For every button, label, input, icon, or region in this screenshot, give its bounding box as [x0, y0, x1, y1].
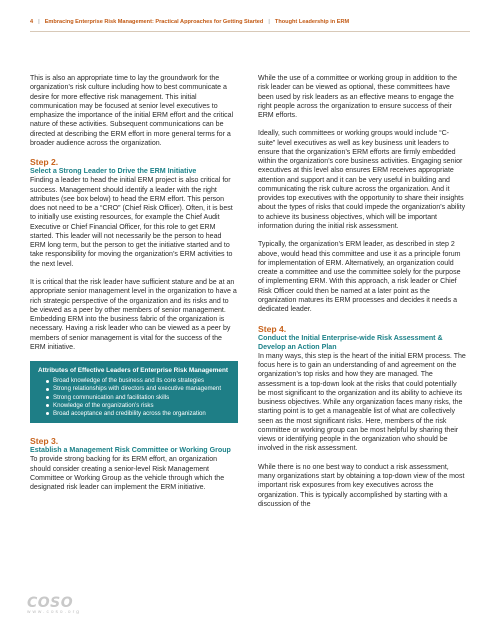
c-suite-paragraph: Ideally, such committees or working groups would include “C-suite” level executives as well as key business unit leaders to ensure that the organization’s ERM efforts are firmly embedded within the organization’s core business activities. Engaging senior executives at this level also ensures ERM receives appropriate attention and support and it can be very useful in building and communicating the risk culture across the organization. And it provides top executives with the opportunity to share their insights about the types of risks that could impede the organization’s ability to achieve its business objectives, which will be important information during the initial risk assessment. — [258, 130, 466, 230]
step-3-paragraph-1: To provide strong backing for its ERM effort, an organization should consider creating a senior-level Risk Management Committee or Working Group as the vehicle through which the designated risk leader can implement the ERM initiative. — [30, 456, 225, 492]
committee-paragraph: While the use of a committee or working group in addition to the risk leader can be viewed as optional, these committees have been used by risk leaders as an effective means to engage the right people across the organization to ensure success of their ERM efforts. — [258, 75, 457, 119]
attributes-list — [38, 377, 230, 417]
list-item: Knowledge of the organization’s risks — [46, 402, 230, 410]
header-separator: | — [38, 19, 40, 25]
list-item: Broad knowledge of the business and its core strategies — [46, 377, 230, 385]
erm-leader-paragraph: Typically, the organization’s ERM leader, as described in step 2 above, would head this committee and use it as a principle forum for implementation of ERM. Alternatively, an organization could create a committee and use the committee solely for the purpose of implementing ERM. With this approach, a risk leader or Chief Risk Officer could then be named at a later point as the organization matures its ERM processes and decides it needs a dedicated leader. — [258, 241, 461, 314]
step-3-heading: Step 3. — [30, 436, 59, 447]
attributes-callout-box — [30, 361, 238, 423]
step-4-subheading: Conduct the Initial Enterprise-wide Risk Assessment & Develop an Action Plan — [258, 333, 443, 351]
callout-title: Attributes of Effective Leaders of Enterprise Risk Management — [38, 367, 228, 375]
step-2-subheading: Select a Strong Leader to Drive the ERM Initiative — [30, 167, 197, 176]
header-divider — [30, 31, 470, 32]
page-number: 4 — [30, 19, 34, 25]
section-title: Thought Leadership in ERM — [274, 19, 350, 25]
list-item: Broad acceptance and credibility across the organization — [46, 410, 230, 418]
list-item: Strong relationships with directors and executive management — [46, 385, 230, 393]
coso-logo — [27, 595, 81, 615]
right-column — [258, 74, 466, 518]
step-2-paragraph-1: Finding a leader to head the initial ERM project is also critical for success. Management should identify a leader with the right attributes (see box below) to head the ERM effort. This person does not need to be a “CRO” (Chief Risk Officer). Often, it is best to initially use existing resources, for example the Chief Audit Executive or Chief Financial Officer, for this role to get ERM started. This leader will not necessarily be the person to head ERM long term, but the person to get the initiative started and to take responsibility for moving the organization’s ERM activities to the next level. — [30, 177, 233, 268]
step-2-heading: Step 2. — [30, 157, 59, 168]
website-url[interactable]: www.coso.org — [27, 610, 81, 615]
intro-paragraph: This is also an appropriate time to lay the groundwork for the organization’s risk culture including how to best communicate a desire for more effective risk management. This initial communication may be focused at senior level executives to emphasize the importance of the initial ERM effort and the critical nature of these activities. Subsequent communications can be directed at describing the ERM effort in more general terms for a broader audience across the organization. — [30, 75, 234, 147]
left-column — [30, 74, 238, 502]
step-3-subheading: Establish a Management Risk Committee or Working Group — [30, 446, 231, 455]
step-2-paragraph-2: It is critical that the risk leader have sufficient stature and be at an appropriate senior management level in the organization to have a rich strategic perspective of the organization and its risks and to be viewed as a peer by other members of senior management. Embedding ERM into the business fabric of the organization is necessary. Having a risk leader who can be viewed as a peer by members of senior management is vital for the success of the ERM initiative. — [30, 279, 237, 351]
step-4-paragraph-2: While there is no one best way to conduct a risk assessment, many organizations start by obtaining a top-down view of the most important risk exposures from key executives across the organization. This is typically accomplished by starting with a discussion of the — [258, 463, 465, 508]
document-title: Embracing Enterprise Risk Management: Practical Approaches for Getting Started — [44, 19, 264, 25]
step-4-paragraph-1: In many ways, this step is the heart of the initial ERM process. The focus here is to gain an understanding of and agreement on the organization’s top risks and how they are managed. The assessment is a top-down look at the risks that could potentially be most significant to the organization and its ability to achieve its business objectives. While any organization faces many risks, the starting point is to get a manageable list of what are collectively seen as the most significant risks. Here, members of the risk committee or working group can be most helpful by sharing their views or identifying people in the organization who should be involved in the risk assessment. — [258, 352, 466, 453]
step-4-heading: Step 4. — [258, 323, 287, 334]
running-header — [30, 19, 474, 25]
list-item: Strong communication and facilitation skills — [46, 394, 230, 402]
logo-mark: COSO — [27, 595, 74, 611]
header-separator: | — [268, 19, 270, 25]
